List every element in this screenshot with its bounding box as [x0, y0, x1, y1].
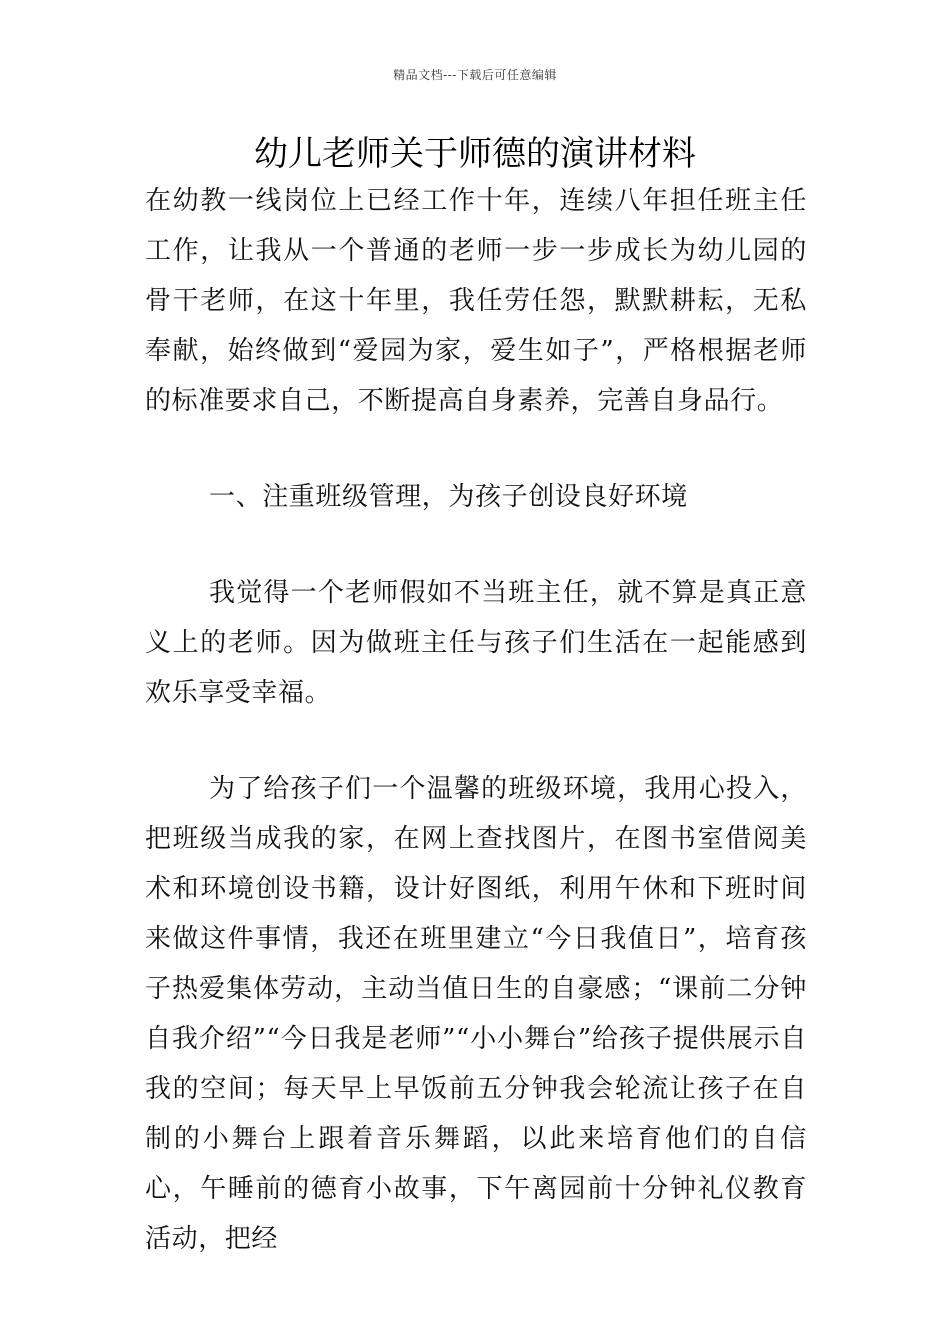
document-title: 幼儿老师关于师德的演讲材料	[254, 134, 696, 174]
paragraph-class-teacher: 我觉得一个老师假如不当班主任，就不算是真正意义上的老师。因为做班主任与孩子们生活在一起能感到欢乐享受幸福。	[145, 578, 807, 708]
header-note: 精品文档---下载后可任意编辑	[393, 68, 557, 82]
paragraph-class-environment: 为了给孩子们一个温馨的班级环境，我用心投入，把班级当成我的家，在网上查找图片，在图书室借阅美术和环境创设书籍，设计好图纸，利用午休和下班时间来做这件事情，我还在班里建立“今日我值日”，培育孩子热爱集体劳动，主动当值日生的自豪感；“课前二分钟自我介绍”“今日我是老师”“小小舞台”给孩子提供展示自我的空间；每天早上早饭前五分钟我会轮流让孩子在自制的小舞台上跟着音乐舞蹈，以此来培育他们的自信心，午睡前的德育小故事，下午离园前十分钟礼仪教育活动，把经	[145, 774, 807, 1254]
paragraph-intro: 在幼教一线岗位上已经工作十年，连续八年担任班主任工作，让我从一个普通的老师一步一步成长为幼儿园的骨干老师，在这十年里，我任劳任怨，默默耕耘，无私奉献，始终做到“爱园为家，爱生如子”，严格根据老师的标准要求自己，不断提高自身素养，完善自身品行。	[145, 186, 807, 416]
section-heading: 一、注重班级管理，为孩子创设良好环境	[209, 482, 688, 512]
document-body	[145, 176, 807, 1264]
